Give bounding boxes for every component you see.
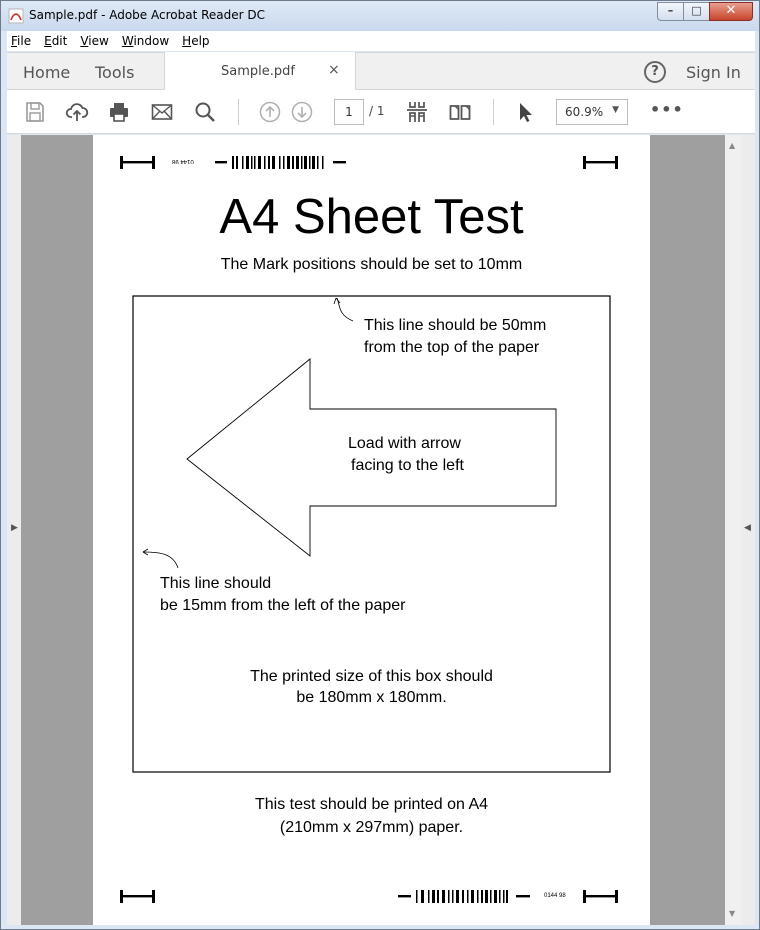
- menu-edit[interactable]: [44, 34, 67, 48]
- window-controls: [657, 2, 753, 22]
- left-panel-toggle[interactable]: [7, 135, 21, 925]
- scroll-up-icon[interactable]: ▲: [729, 141, 736, 150]
- page-number-input[interactable]: 1: [334, 99, 364, 125]
- chevron-down-icon: ▼: [612, 105, 619, 115]
- email-icon[interactable]: [150, 100, 174, 124]
- right-panel-toggle[interactable]: [741, 135, 755, 925]
- zoom-select[interactable]: [556, 99, 628, 125]
- left-line-note-2: be 15mm from the left of the paper: [160, 597, 406, 614]
- arrow-text-1: Load with arrow: [348, 435, 461, 452]
- tab-tools[interactable]: Tools: [95, 63, 135, 82]
- top-line-note-1: This line should be 50mm: [364, 317, 547, 334]
- tab-bar: [7, 52, 755, 90]
- barcode-label-bottom: 0144 98: [544, 893, 566, 899]
- document-subtitle: The Mark positions should be set to 10mm: [220, 256, 523, 273]
- document-viewport: [7, 135, 755, 925]
- sign-in-button[interactable]: Sign In: [686, 63, 741, 82]
- acrobat-app-icon: [8, 8, 24, 24]
- registration-mark-bottom-right: [583, 890, 618, 903]
- toolbar-separator: [238, 99, 239, 125]
- tab-close-icon[interactable]: ×: [328, 62, 340, 78]
- barcode-label-top: 0144 98: [172, 158, 194, 164]
- pdf-page: [93, 135, 650, 925]
- menu-file[interactable]: [11, 34, 31, 48]
- page-up-icon[interactable]: [258, 100, 282, 124]
- top-line-note-2: from the top of the paper: [364, 339, 540, 356]
- menu-edit-accel: E: [44, 34, 52, 48]
- expand-right-icon: ▶: [11, 523, 18, 533]
- paper-note-1: This test should be printed on A4: [254, 796, 489, 813]
- minimize-button[interactable]: [657, 2, 683, 21]
- two-page-icon[interactable]: [448, 100, 472, 124]
- menu-help[interactable]: [182, 34, 209, 48]
- page-total: / 1: [369, 104, 385, 118]
- select-cursor-icon[interactable]: [513, 100, 537, 124]
- save-icon[interactable]: [23, 100, 47, 124]
- top-line-pointer: [337, 298, 353, 321]
- box-size-note-1: The printed size of this box should: [250, 668, 493, 685]
- fit-page-icon[interactable]: [405, 100, 429, 124]
- maximize-button[interactable]: [683, 2, 709, 21]
- tab-home[interactable]: Home: [23, 63, 71, 82]
- zoom-value: 60.9%: [565, 105, 604, 119]
- top-line-arrowhead: [334, 298, 340, 304]
- close-icon: ✕: [725, 3, 737, 18]
- menu-view[interactable]: [80, 34, 108, 48]
- maximize-icon: □: [691, 4, 702, 17]
- menu-edit-label: dit: [51, 34, 68, 48]
- menu-help-label: elp: [191, 34, 210, 48]
- menu-view-accel: V: [80, 34, 89, 48]
- document-title: A4 Sheet Test: [219, 190, 524, 244]
- registration-mark-top-right: [583, 156, 618, 169]
- box-size-note-2: be 180mm x 180mm.: [296, 689, 447, 706]
- search-icon[interactable]: [193, 100, 217, 124]
- menu-window[interactable]: [122, 34, 169, 48]
- menu-file-accel: F: [11, 34, 18, 48]
- expand-left-icon: ◀: [744, 523, 751, 533]
- barcode-bottom: [398, 890, 530, 903]
- menu-window-label: indow: [133, 34, 170, 48]
- help-icon[interactable]: ?: [644, 61, 666, 83]
- left-line-pointer: [143, 552, 178, 568]
- window-title: Sample.pdf - Adobe Acrobat Reader DC: [29, 8, 265, 22]
- page-down-icon[interactable]: [290, 100, 314, 124]
- menu-window-accel: W: [121, 34, 134, 48]
- scroll-down-icon[interactable]: ▼: [729, 909, 736, 918]
- paper-note-2: (210mm x 297mm) paper.: [279, 819, 464, 836]
- minimize-icon: –: [667, 4, 674, 17]
- arrow-text-2: facing to the left: [351, 457, 464, 474]
- upload-cloud-icon[interactable]: [65, 100, 89, 124]
- tab-document-label: Sample.pdf: [221, 64, 295, 79]
- tab-document[interactable]: [164, 52, 356, 91]
- menu-view-label: iew: [88, 34, 109, 48]
- barcode-top: [215, 156, 346, 169]
- print-icon[interactable]: [107, 100, 131, 124]
- close-window-button[interactable]: [709, 2, 753, 21]
- menu-help-accel: H: [182, 34, 192, 48]
- registration-mark-top-left: [120, 156, 155, 169]
- title-bar: [1, 1, 759, 31]
- left-line-note-1: This line should: [160, 575, 272, 592]
- toolbar-separator: [493, 99, 494, 125]
- toolbar: [7, 90, 755, 134]
- vertical-scrollbar[interactable]: [725, 135, 741, 925]
- menu-file-label: ile: [17, 34, 32, 48]
- more-tools-icon[interactable]: •••: [650, 100, 684, 119]
- menu-bar: [7, 31, 755, 51]
- registration-mark-bottom-left: [120, 890, 155, 903]
